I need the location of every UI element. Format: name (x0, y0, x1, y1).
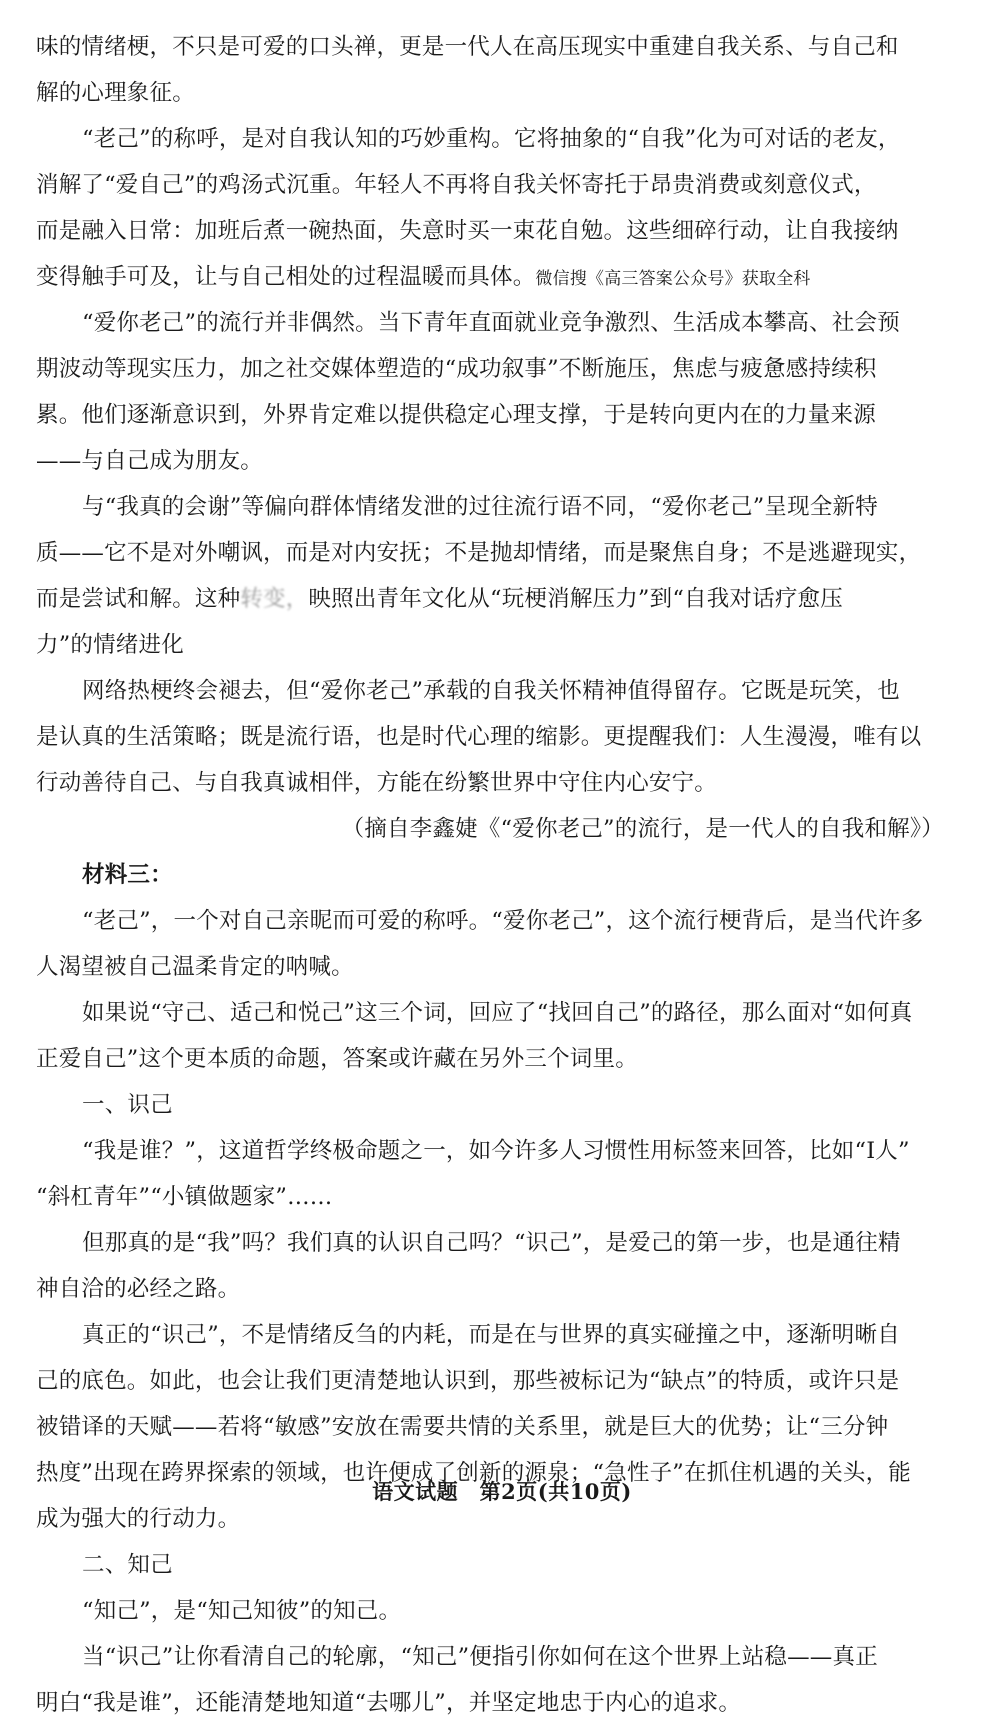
text-line: “爱你老己”的流行并非偶然。当下青年直面就业竞争激烈、生活成本攀高、社会预 (82, 310, 900, 336)
text-line: “斜杠青年”“小镇做题家”…… (36, 1184, 333, 1210)
text-line: 累。他们逐渐意识到，外界肯定难以提供稳定心理支撑，于是转向更内在的力量来源 (36, 402, 876, 428)
page-footer: 语文试题 第2页(共10页) (372, 1479, 632, 1504)
text-span: 而是尝试和解。这种 (36, 586, 241, 612)
text-line: 期波动等现实压力，加之社交媒体塑造的“成功叙事”不断施压，焦虑与疲惫感持续积 (36, 356, 877, 382)
text-line: 人渴望被自己温柔肯定的呐喊。 (36, 954, 354, 980)
text-line (36, 576, 944, 622)
text-line: 当“识己”让你看清自己的轮廓，“知己”便指引你如何在这个世界上站稳——真正 (82, 1644, 878, 1670)
subsection-heading: 二、知己 (82, 1552, 173, 1578)
text-line: 真正的“识己”，不是情绪反刍的内耗，而是在与世界的真实碰撞之中，逐渐明晰自 (82, 1322, 900, 1348)
text-line: 明白“我是谁”，还能清楚地知道“去哪儿”，并坚定地忠于内心的追求。 (36, 1690, 742, 1716)
text-line: 网络热梗终会褪去，但“爱你老己”承载的自我关怀精神值得留存。它既是玩笑，也 (82, 678, 900, 704)
text-line: 热度”出现在跨界探索的领域，也许便成了创新的源泉；“急性子”在抓住机遇的关头，能 (36, 1460, 912, 1486)
text-line: 成为强大的行动力。 (36, 1506, 241, 1532)
text-line: 正爱自己”这个更本质的命题，答案或许藏在另外三个词里。 (36, 1046, 638, 1072)
text-line: 己的底色。如此，也会让我们更清楚地认识到，那些被标记为“缺点”的特质，或许只是 (36, 1368, 900, 1394)
source-citation: （摘自李鑫婕《“爱你老己”的流行，是一代人的自我和解》） (341, 816, 944, 842)
text-line: 质——它不是对外嘲讽，而是对内安抚；不是抛却情绪，而是聚焦自身；不是逃避现实， (36, 540, 922, 566)
text-line: 解的心理象征。 (36, 80, 195, 106)
subsection-heading: 一、识己 (82, 1092, 173, 1118)
watermark-text: 微信搜《高三答案公众号》获取全科 (535, 269, 811, 289)
text-line: “老己”，一个对自己亲昵而可爱的称呼。“爱你老己”，这个流行梗背后，是当代许多 (82, 908, 924, 934)
blurred-text: 转变， (240, 586, 309, 612)
text-span: 变得触手可及，让与自己相处的过程温暖而具体。 (36, 264, 536, 290)
text-line: 与“我真的会谢”等偏向群体情绪发泄的过往流行语不同，“爱你老己”呈现全新特 (82, 494, 878, 520)
text-line: “知己”，是“知己知彼”的知己。 (82, 1598, 402, 1624)
text-line: 力”的情绪进化 (36, 632, 184, 658)
section-heading: 材料三： (82, 862, 173, 888)
text-line: 消解了“爱自己”的鸡汤式沉重。年轻人不再将自我关怀寄托于昂贵消费或刻意仪式， (36, 172, 877, 198)
text-line: 而是融入日常：加班后煮一碗热面，失意时买一束花自勉。这些细碎行动，让自我接纳 (36, 218, 899, 244)
text-line: 行动善待自己、与自我真诚相伴，方能在纷繁世界中守住内心安宁。 (36, 770, 718, 796)
text-line (36, 254, 944, 300)
text-line: 被错译的天赋——若将“敏感”安放在需要共情的关系里，就是巨大的优势；让“三分钟 (36, 1414, 889, 1440)
text-line: “我是谁？”，这道哲学终极命题之一，如今许多人习惯性用标签来回答，比如“I人” (82, 1138, 910, 1164)
text-span: 映照出青年文化从“玩梗消解压力”到“自我对话疗愈压 (308, 586, 843, 612)
text-line: 但那真的是“我”吗？我们真的认识自己吗？“识己”，是爱己的第一步，也是通往精 (82, 1230, 901, 1256)
text-line: “老己”的称呼，是对自我认知的巧妙重构。它将抽象的“自我”化为可对话的老友， (82, 126, 901, 152)
text-line: 神自洽的必经之路。 (36, 1276, 241, 1302)
text-line: ——与自己成为朋友。 (36, 448, 264, 474)
text-line: 味的情绪梗，不只是可爱的口头禅，更是一代人在高压现实中重建自我关系、与自己和 (36, 34, 899, 60)
text-line: 如果说“守己、适己和悦己”这三个词，回应了“找回自己”的路径，那么面对“如何真 (82, 1000, 913, 1026)
text-line: 是认真的生活策略；既是流行语，也是时代心理的缩影。更提醒我们：人生漫漫，唯有以 (36, 724, 922, 750)
